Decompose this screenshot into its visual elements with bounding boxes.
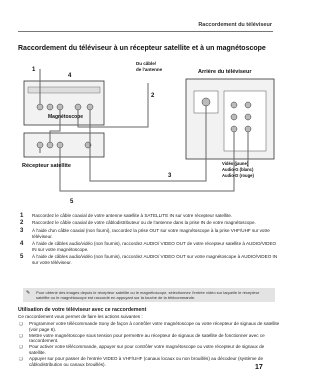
header-rule	[18, 31, 273, 32]
page-number: 17	[255, 364, 263, 371]
connection-diagram	[18, 57, 280, 205]
callout-number: 1	[32, 67, 36, 73]
cable-source-label-1: Du câble/	[136, 61, 157, 66]
satellite-receiver-device	[24, 133, 104, 157]
step-number: 2	[20, 220, 24, 227]
usage-intro: Ce raccordement vous permet de faire les actions suivantes :	[18, 314, 143, 319]
bullet-text: Mettre votre magnétoscope sous tension pour permettre au récepteur de signaux de satellite de fonctionner avec ce raccordement.	[29, 332, 265, 344]
step-text: Raccordez le câble coaxial de votre antenne satellite à SATELLITE IN sur votre récepteur satellite.	[32, 213, 233, 218]
note-text: Pour obtenir des images depuis le récepteur satellite ou le magnétoscope, sélectionnez l'entrée vidéo sur laquelle le récepteur satellite ou le magnétoscope est raccordé en appuyant sur la touche de la télécommande.	[36, 290, 260, 301]
page-title: Raccordement du téléviseur à un récepteur satellite et à un magnétoscope	[18, 45, 266, 52]
running-header: Raccordement du téléviseur	[198, 22, 272, 28]
step-text: Raccordez le câble coaxial de votre câblodistributeur ou de l'antenne dans la prise IN de votre magnétoscope.	[32, 220, 256, 226]
callout-number: 5	[70, 199, 74, 205]
step-item	[18, 254, 280, 266]
step-item	[18, 228, 280, 240]
usage-section	[18, 307, 280, 367]
bullet-icon: ❑	[19, 321, 23, 326]
step-item	[18, 220, 280, 226]
usage-title: Utilisation de votre téléviseur avec ce raccordement	[18, 307, 147, 313]
cable-source-label-2: de l'antenne	[136, 67, 163, 72]
step-number: 4	[20, 240, 24, 247]
bullet-icon: ❑	[19, 332, 23, 338]
step-text: À l'aide d'un câble coaxial (non fourni), raccordez la prise OUT sur votre magnétoscope à la prise VHF/UHF sur votre téléviseur.	[32, 227, 270, 239]
tv-rear-label: Arrière du téléviseur	[198, 69, 252, 75]
bullet-text: Programmer votre télécommande Sony de façon à contrôler votre magnétoscope ou votre récepteur de signaux de satellite (voir page 6).	[29, 321, 280, 332]
callout-number: 3	[168, 173, 172, 179]
list-item	[18, 356, 280, 368]
pencil-icon: ✎	[26, 290, 31, 296]
step-number: 3	[20, 227, 24, 234]
receiver-label: Récepteur satellite	[22, 163, 71, 169]
step-item	[18, 213, 280, 219]
step-item	[18, 241, 280, 253]
note-box	[23, 288, 275, 302]
vcr-label: Magnétoscope	[48, 114, 84, 120]
step-text: À l'aide de câbles audio/vidéo (non fournis), raccordez AUDIO/ VIDEO OUT sur votre magnétoscope à AUDIO/VIDEO IN sur votre téléviseur.	[32, 254, 278, 266]
callout-number: 2	[151, 93, 155, 99]
callout-number: 4	[68, 73, 72, 79]
list-item	[18, 344, 280, 356]
video-label: Vidéo (jaune)	[222, 161, 249, 166]
bullet-text: Appuyer sur pour passer de l'entrée VIDEO à VHF/UHF (canaux locaux ou non brouillés) au décodeur (système de câblodistribution ou canaux brouillés).	[29, 355, 263, 367]
list-item	[18, 321, 280, 333]
bullet-icon: ❑	[19, 355, 23, 361]
list-item	[18, 333, 280, 345]
step-text: À l'aide de câbles audio/vidéo (non fournis), raccordez AUDIO/ VIDEO OUT de votre récepteur satellite à AUDIO/VIDEO IN sur votre magnétoscope.	[32, 240, 277, 253]
bullet-text: Pour activer votre télécommande, appuyer sur pour contrôler votre magnétoscope ou votre récepteur de signaux de satellite.	[29, 344, 265, 355]
step-number: 5	[20, 254, 24, 261]
bullet-icon: ❑	[19, 344, 23, 350]
audio-right-label: Audio-D (rouge)	[222, 173, 254, 178]
step-number: 1	[20, 213, 24, 219]
audio-left-label: Audio-G (blanc)	[222, 167, 254, 172]
tv-rear-panel	[186, 79, 274, 159]
steps-list	[18, 213, 280, 268]
